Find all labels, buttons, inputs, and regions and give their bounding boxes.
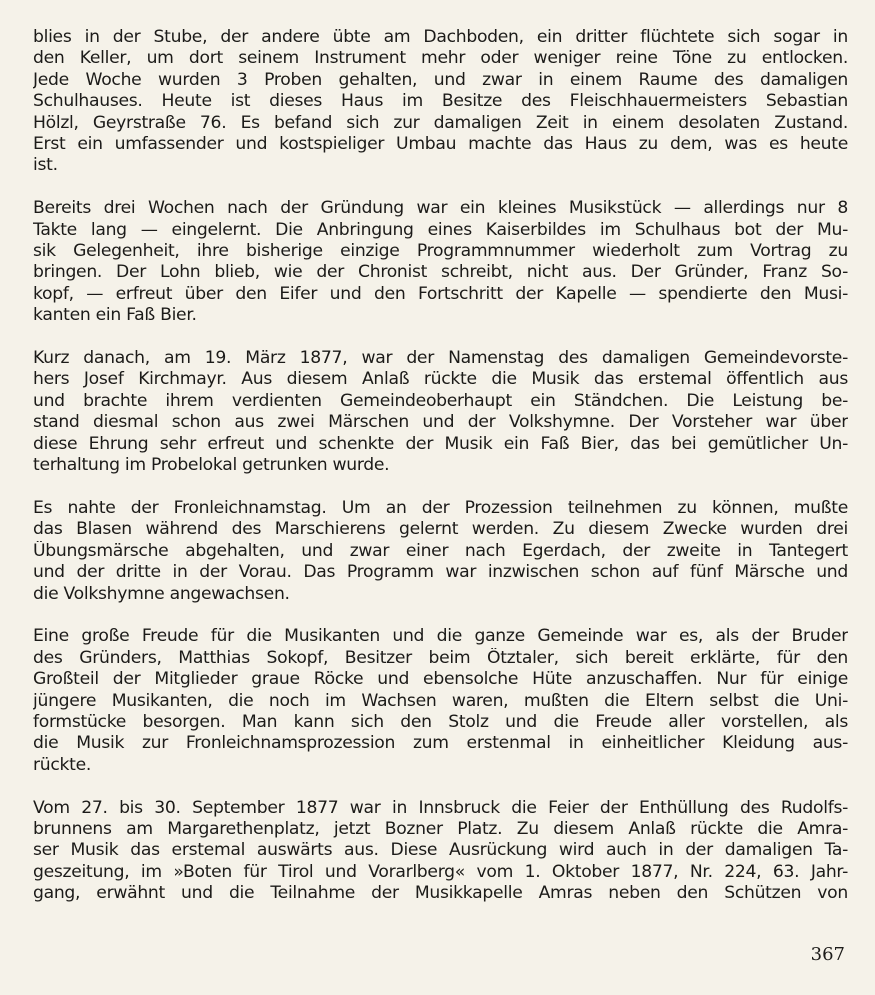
text-line: Erst ein umfassender und kostspieliger Umbau machte das Haus zu dem, was es heute <box>33 134 848 155</box>
text-line: Großteil der Mitglieder graue Röcke und ebensolche Hüte anzuschaffen. Nur für einige <box>33 669 848 690</box>
text-line: brunnens am Margarethenplatz, jetzt Bozner Platz. Zu diesem Anlaß rückte die Amra- <box>33 818 848 839</box>
text-line: gang, erwähnt und die Teilnahme der Musikkapelle Amras neben den Schützen von <box>33 883 848 904</box>
text-line: stand diesmal schon aus zwei Märschen und der Volkshymne. Der Vorsteher war über <box>33 412 848 433</box>
text-line: blies in der Stube, der andere übte am Dachboden, ein dritter flüchtete sich sogar in <box>33 27 848 47</box>
text-line: die Musik zur Fronleichnamsprozession zum erstenmal in einheitlicher Kleidung aus- <box>33 733 848 754</box>
page-number: 367 <box>810 944 845 965</box>
paragraph <box>33 27 848 177</box>
text-line: ist. <box>33 155 58 176</box>
text-line: jüngere Musikanten, die noch im Wachsen waren, mußten die Eltern selbst die Uni- <box>33 690 848 711</box>
paragraph <box>33 198 848 326</box>
text-line: das Blasen während des Marschierens gelernt werden. Zu diesem Zwecke wurden drei <box>33 519 848 540</box>
text-line: sik Gelegenheit, ihre bisherige einzige Programmnummer wiederholt zum Vortrag zu <box>33 241 848 262</box>
text-line: den Keller, um dort seinem Instrument mehr oder weniger reine Töne zu entlocken. <box>33 48 848 69</box>
text-line: Bereits drei Wochen nach der Gründung war ein kleines Musikstück — allerdings nur 8 <box>33 198 848 219</box>
text-line: hers Josef Kirchmayr. Aus diesem Anlaß rückte die Musik das erstemal öffentlich aus <box>33 369 848 390</box>
text-line: kanten ein Faß Bier. <box>33 305 197 326</box>
paragraph <box>33 348 848 476</box>
text-line: des Gründers, Matthias Sokopf, Besitzer beim Ötztaler, sich bereit erklärte, für den <box>33 647 848 668</box>
text-line: Hölzl, Geyrstraße 76. Es befand sich zur damaligen Zeit in einem desolaten Zustand. <box>33 112 848 133</box>
text-line: Takte lang — eingelernt. Die Anbringung eines Kaiserbildes im Schulhaus bot der Mu- <box>33 219 848 240</box>
text-line: diese Ehrung sehr erfreut und schenkte der Musik ein Faß Bier, das bei gemütlicher Un- <box>33 433 848 454</box>
text-line: und der dritte in der Vorau. Das Programm war inzwischen schon auf fünf Märsche und <box>33 562 848 583</box>
text-line: kopf, — erfreut über den Eifer und den Fortschritt der Kapelle — spendierte den Musi- <box>33 283 848 304</box>
body-text <box>33 27 848 926</box>
text-line: rückte. <box>33 754 92 775</box>
text-line: und brachte ihrem verdienten Gemeindeoberhaupt ein Ständchen. Die Leistung be- <box>33 390 848 411</box>
text-line: Eine große Freude für die Musikanten und die ganze Gemeinde war es, als der Bruder <box>33 626 848 647</box>
text-line: Übungsmärsche abgehalten, und zwar einer nach Egerdach, der zweite in Tantegert <box>33 540 848 561</box>
paragraph <box>33 498 848 605</box>
text-line: Jede Woche wurden 3 Proben gehalten, und zwar in einem Raume des damaligen <box>33 69 848 90</box>
text-line: geszeitung, im »Boten für Tirol und Vorarlberg« vom 1. Oktober 1877, Nr. 224, 63. Jahr- <box>33 861 848 882</box>
text-line: terhaltung im Probelokal getrunken wurde. <box>33 455 390 476</box>
text-line: die Volkshymne angewachsen. <box>33 583 290 604</box>
text-line: formstücke besorgen. Man kann sich den Stolz und die Freude aller vorstellen, als <box>33 711 848 732</box>
text-line: Vom 27. bis 30. September 1877 war in Innsbruck die Feier der Enthüllung des Rudolfs- <box>33 797 848 818</box>
paragraph <box>33 798 848 905</box>
text-line: ser Musik das erstemal auswärts aus. Diese Ausrückung wird auch in der damaligen Ta- <box>33 840 848 861</box>
text-line: Es nahte der Fronleichnamstag. Um an der Prozession teilnehmen zu können, mußte <box>33 497 848 518</box>
text-line: bringen. Der Lohn blieb, wie der Chronist schreibt, nicht aus. Der Gründer, Franz So- <box>33 262 848 283</box>
paragraph <box>33 626 848 776</box>
text-line: Schulhauses. Heute ist dieses Haus im Besitze des Fleischhauermeisters Sebastian <box>33 91 848 112</box>
text-line: Kurz danach, am 19. März 1877, war der Namenstag des damaligen Gemeindevorste- <box>33 348 848 369</box>
